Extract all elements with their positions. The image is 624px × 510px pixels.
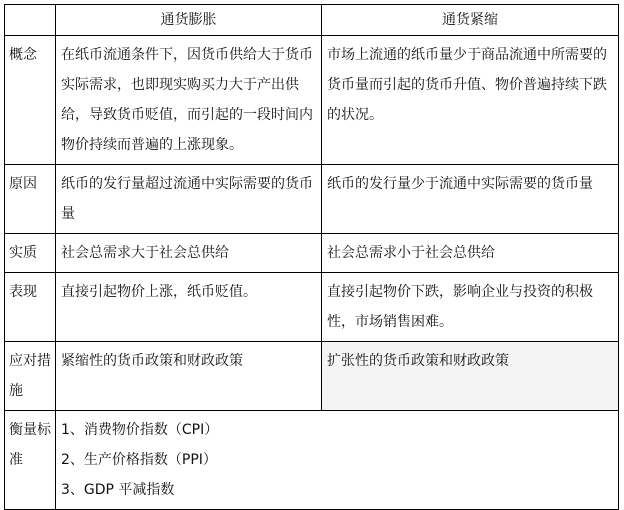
table-row	[5, 342, 619, 411]
table-row	[5, 165, 619, 234]
measure-item-gdp-deflator: 3、GDP 平减指数	[61, 482, 175, 498]
deflation-cell: 直接引起物价下跌，影响企业与投资的积极性，市场销售困难。	[322, 273, 619, 342]
row-label: 表现	[5, 273, 56, 342]
row-label: 应对措施	[5, 342, 56, 411]
inflation-cell: 在纸币流通条件下，因货币供给大于货币实际需求，也即现实购买力大于产出供给，导致货币贬值，而引起的一段时间内物价持续而普遍的上涨现象。	[56, 36, 322, 165]
header-row	[5, 5, 619, 36]
row-label: 衡量标准	[5, 411, 56, 510]
inflation-cell: 直接引起物价上涨，纸币贬值。	[56, 273, 322, 342]
inflation-cell: 纸币的发行量超过流通中实际需要的货币量	[56, 165, 322, 234]
row-label: 实质	[5, 234, 56, 273]
measure-item-cpi: 1、消费物价指数（CPI）	[61, 422, 219, 438]
deflation-cell: 社会总需求小于社会总供给	[322, 234, 619, 273]
row-label: 原因	[5, 165, 56, 234]
header-cell-deflation: 通货紧缩	[322, 5, 619, 36]
row-label: 概念	[5, 36, 56, 165]
deflation-cell: 扩张性的货币政策和财政政策	[322, 342, 619, 411]
comparison-table-container	[4, 4, 618, 498]
inflation-cell: 紧缩性的货币政策和财政政策	[56, 342, 322, 411]
table-row	[5, 234, 619, 273]
deflation-cell: 市场上流通的纸币量少于商品流通中所需要的货币量而引起的货币升值、物价普遍持续下跌的状况。	[322, 36, 619, 165]
inflation-cell: 社会总需求大于社会总供给	[56, 234, 322, 273]
table-row	[5, 411, 619, 510]
measure-item-ppi: 2、生产价格指数（PPI）	[61, 452, 217, 468]
table-row	[5, 36, 619, 165]
deflation-cell: 纸币的发行量少于流通中实际需要的货币量	[322, 165, 619, 234]
table-row	[5, 273, 619, 342]
header-cell-inflation: 通货膨胀	[56, 5, 322, 36]
comparison-table	[4, 4, 619, 510]
header-cell-empty	[5, 5, 56, 36]
measure-cell	[56, 411, 619, 510]
